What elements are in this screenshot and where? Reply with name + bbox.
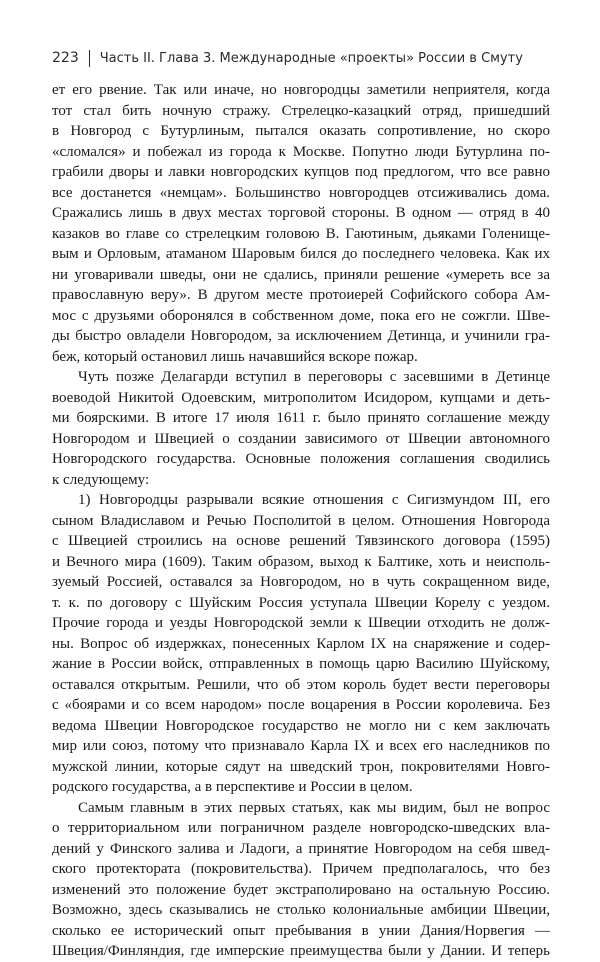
text-line: жание в России войск, отправленных в помощь царю Василию Шуйскому,	[52, 656, 550, 672]
text-line: мос с друзьями оборонялся в собственном доме, пока его не сожгли. Шве-	[52, 307, 550, 324]
text-line: Швеция/Финляндия, где имперские преимущества были у Дании. И теперь	[52, 943, 550, 959]
text-line: Чуть позже Делагарди вступил в переговоры с засевшими в Детинце	[78, 369, 550, 385]
text-line: дений у Финского залива и Ладоги, а принятие Новгородом на себя швед-	[52, 840, 550, 857]
text-line: православную веру». В другом месте протоиерей Софийского собора Ам-	[52, 287, 550, 303]
text-line: сколько ее исторический опыт пребывания в унии Дания/Норвегия —	[52, 922, 550, 939]
text-line: ми боярскими. В итоге 17 июля 1611 г. было принято соглашение между	[52, 410, 550, 426]
text-line: мир или союз, потому что признавало Карла IX и всех его наследников по	[52, 738, 550, 754]
text-line: с Швецией строились на основе решений Тявзинского договора (1595)	[52, 533, 550, 549]
text-line: о территориальном или пограничном разделе новгородско-шведских вла-	[52, 820, 550, 836]
text-line: тот стал бить ночную стражу. Стрелецко-казацкий отряд, пришедший	[52, 102, 550, 119]
text-line: беж, который остановил лишь начавшийся вскоре пожар.	[52, 348, 418, 365]
text-line: Новгородского государства. Основные положения соглашения сводились	[52, 451, 550, 467]
text-line: ны. Вопрос об издержках, понесенных Карлом IX на снаряжение и содер-	[52, 635, 550, 652]
text-line: и Вечного мира (1609). Таким образом, выход к Балтике, хоть и неисполь-	[52, 553, 550, 570]
text-line: родского государства, а в перспективе и России в целом.	[52, 779, 413, 795]
text-line: сыном Владиславом и Речью Посполитой в целом. Отношения Новгорода	[52, 512, 550, 529]
text-line: к следующему:	[52, 471, 150, 488]
text-line: Прочие города и уезды Новгородской земли к Швеции отходить не долж-	[52, 615, 550, 631]
text-line: грабили дворы и лавки новгородских купцов под предлогом, что все равно	[52, 164, 550, 180]
body-text	[52, 80, 550, 962]
text-line: мужской линии, которые сядут на шведский трон, покровителями Новго-	[52, 758, 550, 775]
text-line: Новгородом и Швецией о создании зависимого от Швеции автономного	[52, 430, 550, 447]
text-line: вым и Орловым, атаманом Шаровым бился до последнего человека. Как их	[52, 246, 550, 262]
chapter-title: Часть II. Глава 3. Международные «проекты» России в Смуту	[99, 50, 523, 66]
text-line: в Новгород с Бутурлиным, пытался оказать сопротивление, но скоро	[52, 123, 550, 139]
running-head	[52, 48, 552, 68]
header-divider	[89, 50, 90, 67]
text-line: оставался открытым. Решили, что об этом король будет вести переговоры	[52, 676, 550, 693]
text-line: ведома Швеции Новгородское государство не могло ни с кем заключать	[52, 717, 550, 734]
text-line: 1) Новгородцы разрывали всякие отношения с Сигизмундом III, его	[78, 492, 550, 508]
text-line: ни уговаривали шведы, они не сдались, приняли решение «умереть все за	[52, 266, 550, 283]
text-line: ды быстро овладели Новгородом, за исключением Детинца, и учинили гра-	[52, 328, 550, 344]
page-number: 223	[52, 50, 79, 66]
text-line: Сражались лишь в двух местах торговой стороны. В одном — отряд в 40	[52, 205, 550, 221]
text-line: казаков во главе со стрелецким головою В. Гаютиным, дьяками Голенище-	[52, 225, 550, 242]
text-line: ет его рвение. Так или иначе, но новгородцы заметили неприятеля, когда	[52, 82, 550, 98]
text-line: ского протектората (покровительства). Причем предполагалось, что без	[52, 861, 550, 877]
text-line: Возможно, здесь сказывались не столько колониальные амбиции Швеции,	[52, 902, 550, 918]
text-line: воеводой Никитой Одоевским, митрополитом Исидором, купцами и деть-	[52, 389, 550, 406]
text-line: с «боярами и со всем народом» после воцарения в России королевича. Без	[52, 697, 550, 713]
text-line: Самым главным в этих первых статьях, как мы видим, был не вопрос	[78, 799, 550, 816]
text-line: все достанется «немцам». Большинство новгородцев отсиживались дома.	[52, 184, 550, 201]
text-line: «сломался» и побежал из города к Москве. Попутно люди Бутурлина по-	[52, 143, 550, 160]
text-line: т. к. по договору с Шуйским Россия уступала Швеции Корелу с уездом.	[52, 594, 550, 611]
text-line: зуемый Россией, оставался за Новгородом, но в чуть сокращенном виде,	[52, 574, 550, 590]
text-line: изменений это положение будет экстраполировано на остальную Россию.	[52, 881, 550, 898]
